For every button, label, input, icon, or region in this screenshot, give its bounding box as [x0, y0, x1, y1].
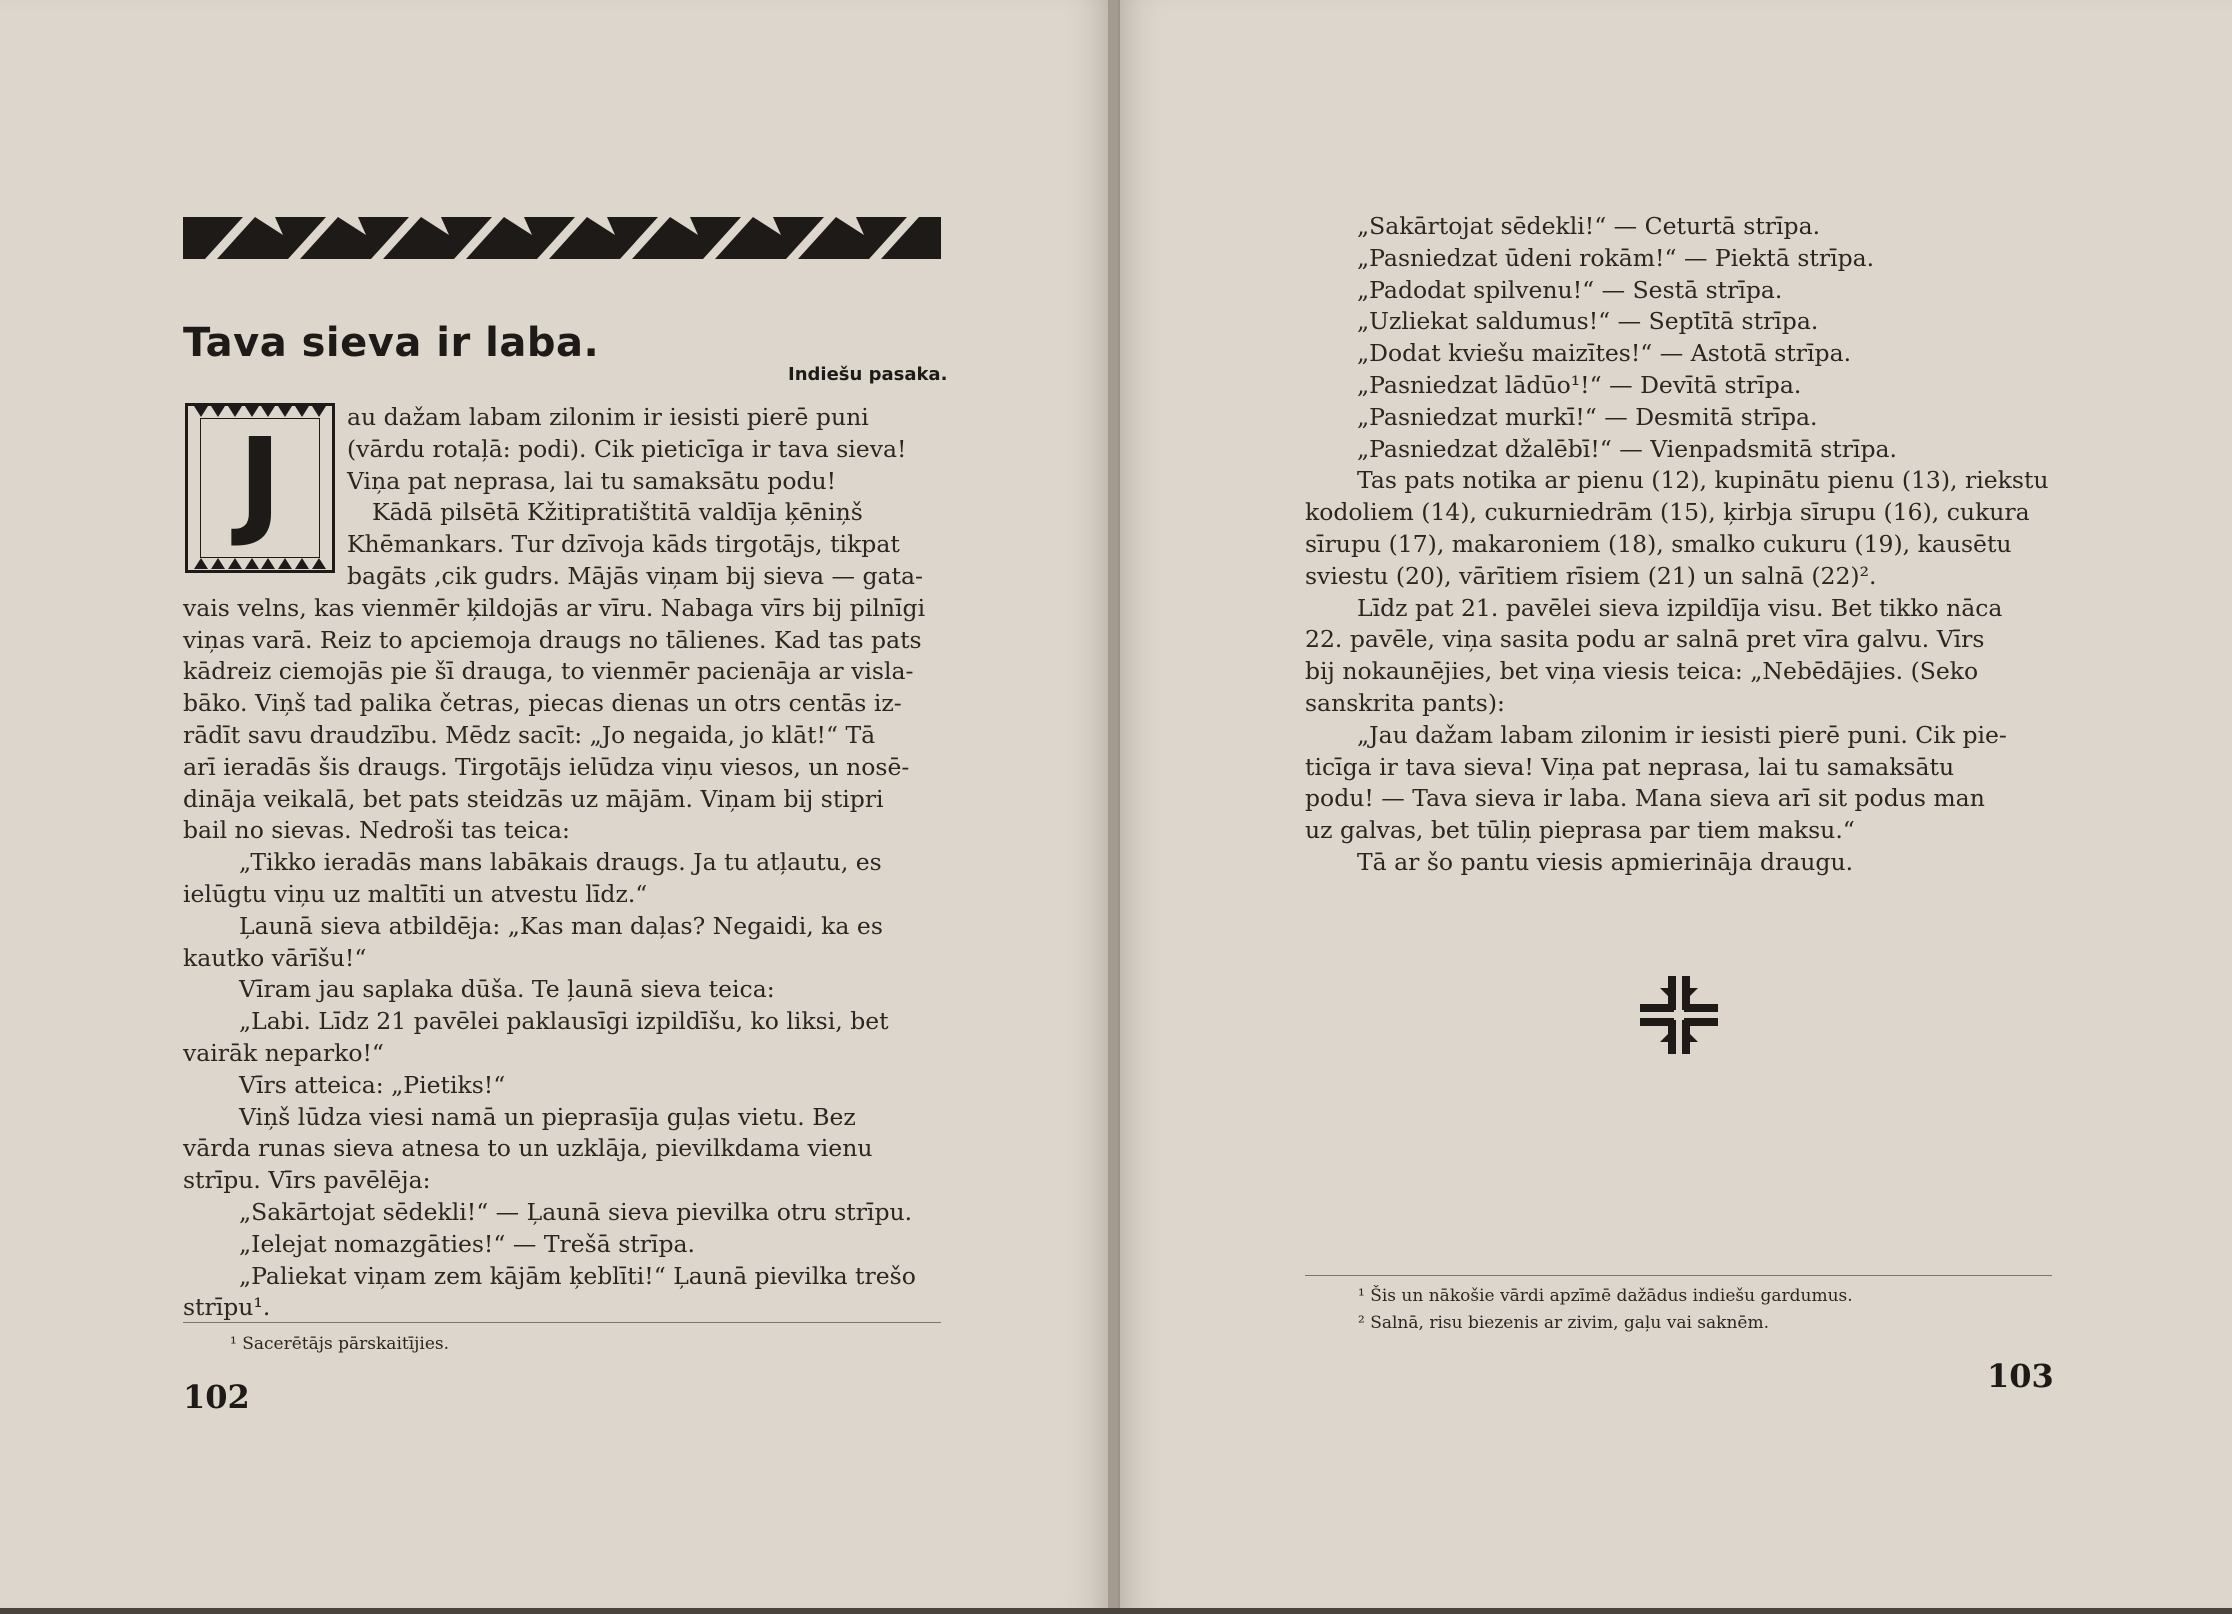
right-text-line: kodoliem (14), cukurniedrām (15), ķirbja sīrupu (16), cukura [1305, 498, 2030, 527]
left-text-line: bail no sievas. Nedroši tas teica: [183, 816, 570, 845]
right-text-line: „Dodat kviešu maizītes!“ — Astotā strīpa. [1357, 339, 1852, 368]
right-text-line: „Uzliekat saldumus!“ — Septītā strīpa. [1357, 307, 1819, 336]
right-text-line: „Pasniedzat lādūo¹!“ — Devītā strīpa. [1357, 371, 1802, 399]
story-title: Tava sieva ir laba. [183, 320, 600, 366]
drop-cap-letter: J [238, 412, 282, 550]
right-text-line: „Jau dažam labam zilonim ir iesisti pierē puni. Cik pie- [1357, 720, 2007, 749]
left-text-line: bāko. Viņš tad palika četras, piecas dienas un otrs centās iz- [183, 689, 902, 718]
left-text-line: Ļaunā sieva atbildēja: „Kas man daļas? Negaidi, ka es [239, 911, 883, 940]
right-text-line: ticīga ir tava sieva! Viņa pat neprasa, lai tu samaksātu [1305, 752, 1955, 781]
right-text-line: sīrupu (17), makaroniem (18), smalko cukuru (19), kausētu [1305, 530, 2012, 558]
left-text-line: strīpu¹. [183, 1293, 271, 1322]
cross-ornament-icon [1640, 976, 1718, 1054]
left-text-line: vārda runas sieva atnesa to un uzklāja, pievilkdama vienu [183, 1134, 873, 1163]
left-text-line: viņas varā. Reiz to apciemoja draugs no tālienes. Kad tas pats [183, 625, 922, 654]
left-text-line: Viņa pat neprasa, lai tu samaksātu podu! [347, 466, 837, 495]
right-text-line: Tas pats notika ar pienu (12), kupinātu pienu (13), riekstu [1357, 466, 2049, 495]
left-text-line: Vīrs atteica: „Pietiks!“ [239, 1070, 506, 1099]
drop-cap-bottom-border [194, 558, 326, 570]
left-page-number: 102 [183, 1378, 250, 1416]
right-text-line: Līdz pat 21. pavēlei sieva izpildīja visu. Bet tikko nāca [1357, 593, 2003, 622]
left-text-line: dināja veikalā, bet pats steidzās uz mājām. Viņam bij stipri [183, 784, 884, 813]
right-footnote-2: ² Salnā, risu biezenis ar zivim, gaļu vai saknēm. [1358, 1313, 1769, 1333]
right-page-number: 103 [1987, 1357, 2054, 1395]
left-text-line: arī ieradās šis draugs. Tirgotājs ielūdza viņu viesos, un nosē- [183, 752, 910, 781]
left-text-line: rādīt savu draudzību. Mēdz sacīt: „Jo negaida, jo klāt!“ Tā [183, 721, 876, 749]
right-text-line: Tā ar šo pantu viesis apmierināja draugu. [1357, 848, 1854, 876]
right-text-line: „Padodat spilvenu!“ — Sestā strīpa. [1357, 275, 1783, 304]
left-text-line: kautko vārīšu!“ [183, 943, 367, 972]
drop-cap-box [185, 403, 335, 573]
bottom-edge [0, 1608, 2232, 1614]
right-footnote-rule [1305, 1275, 2052, 1276]
right-text-line: 22. pavēle, viņa sasita podu ar salnā pret vīra galvu. Vīrs [1305, 625, 1985, 654]
left-text-line: kādreiz ciemojās pie šī drauga, to vienmēr pacienāja ar visla- [183, 657, 914, 686]
right-text-line: sviestu (20), vārītiem rīsiem (21) un salnā (22)². [1305, 561, 1877, 590]
left-text-line: ielūgtu viņu uz maltīti un atvestu līdz.“ [183, 880, 648, 908]
left-text-line: Kādā pilsētā Kžitipratištitā valdīja ķēniņš [372, 498, 863, 527]
right-text-line: „Sakārtojat sēdekli!“ — Ceturtā strīpa. [1357, 212, 1821, 240]
left-text-line: „Paliekat viņam zem kājām ķeblīti!“ Ļaunā pievilka trešo [239, 1261, 916, 1290]
left-text-line: Viņš lūdza viesi namā un pieprasīja guļas vietu. Bez [239, 1102, 856, 1131]
left-text-line: „Tikko ieradās mans labākais draugs. Ja tu atļautu, es [239, 848, 882, 877]
left-text-line: „Labi. Līdz 21 pavēlei paklausīgi izpildīšu, ko liksi, bet [239, 1007, 889, 1036]
right-text-line: „Pasniedzat ūdeni rokām!“ — Piektā strīpa. [1357, 243, 1875, 272]
right-text-line: „Pasniedzat džalēbī!“ — Vienpadsmitā strīpa. [1357, 434, 1897, 463]
right-text-line: uz galvas, bet tūliņ pieprasa par tiem maksu.“ [1305, 816, 1855, 845]
left-text-line: vais velns, kas vienmēr ķildojās ar vīru. Nabaga vīrs bij pilnīgi [183, 593, 926, 622]
story-subtitle: Indiešu pasaka. [788, 364, 948, 385]
left-text-line: (vārdu rotaļā: podi). Cik pieticīga ir tava sieva! [347, 434, 907, 463]
left-text-line: „Ielejat nomazgāties!“ — Trešā strīpa. [239, 1229, 695, 1258]
left-footnote-rule [183, 1322, 941, 1323]
right-text-line: sanskrita pants): [1305, 689, 1505, 717]
left-text-line: au dažam labam zilonim ir iesisti pierē puni [347, 403, 869, 431]
ornamental-header-band [183, 217, 941, 259]
left-text-line: vairāk neparko!“ [183, 1039, 384, 1067]
left-text-line: Vīram jau saplaka dūša. Te ļaunā sieva teica: [239, 975, 775, 1004]
right-footnote-1: ¹ Šis un nākošie vārdi apzīmē dažādus indiešu gardumus. [1358, 1286, 1853, 1306]
right-text-line: podu! — Tava sieva ir laba. Mana sieva arī sit podus man [1305, 784, 1985, 813]
zigzag-ornament [183, 217, 941, 259]
left-text-line: Khēmankars. Tur dzīvoja kāds tirgotājs, tikpat [347, 530, 900, 559]
right-text-line: bij nokaunējies, bet viņa viesis teica: „Nebēdājies. (Seko [1305, 657, 1979, 686]
left-text-line: bagāts ,cik gudrs. Mājās viņam bij sieva — gata- [347, 562, 923, 590]
left-text-line: „Sakārtojat sēdekli!“ — Ļaunā sieva pievilka otru strīpu. [239, 1198, 913, 1226]
left-text-line: strīpu. Vīrs pavēlēja: [183, 1166, 431, 1195]
right-text-line: „Pasniedzat murkī!“ — Desmitā strīpa. [1357, 402, 1818, 431]
left-footnote: ¹ Sacerētājs pārskaitījies. [230, 1334, 450, 1354]
